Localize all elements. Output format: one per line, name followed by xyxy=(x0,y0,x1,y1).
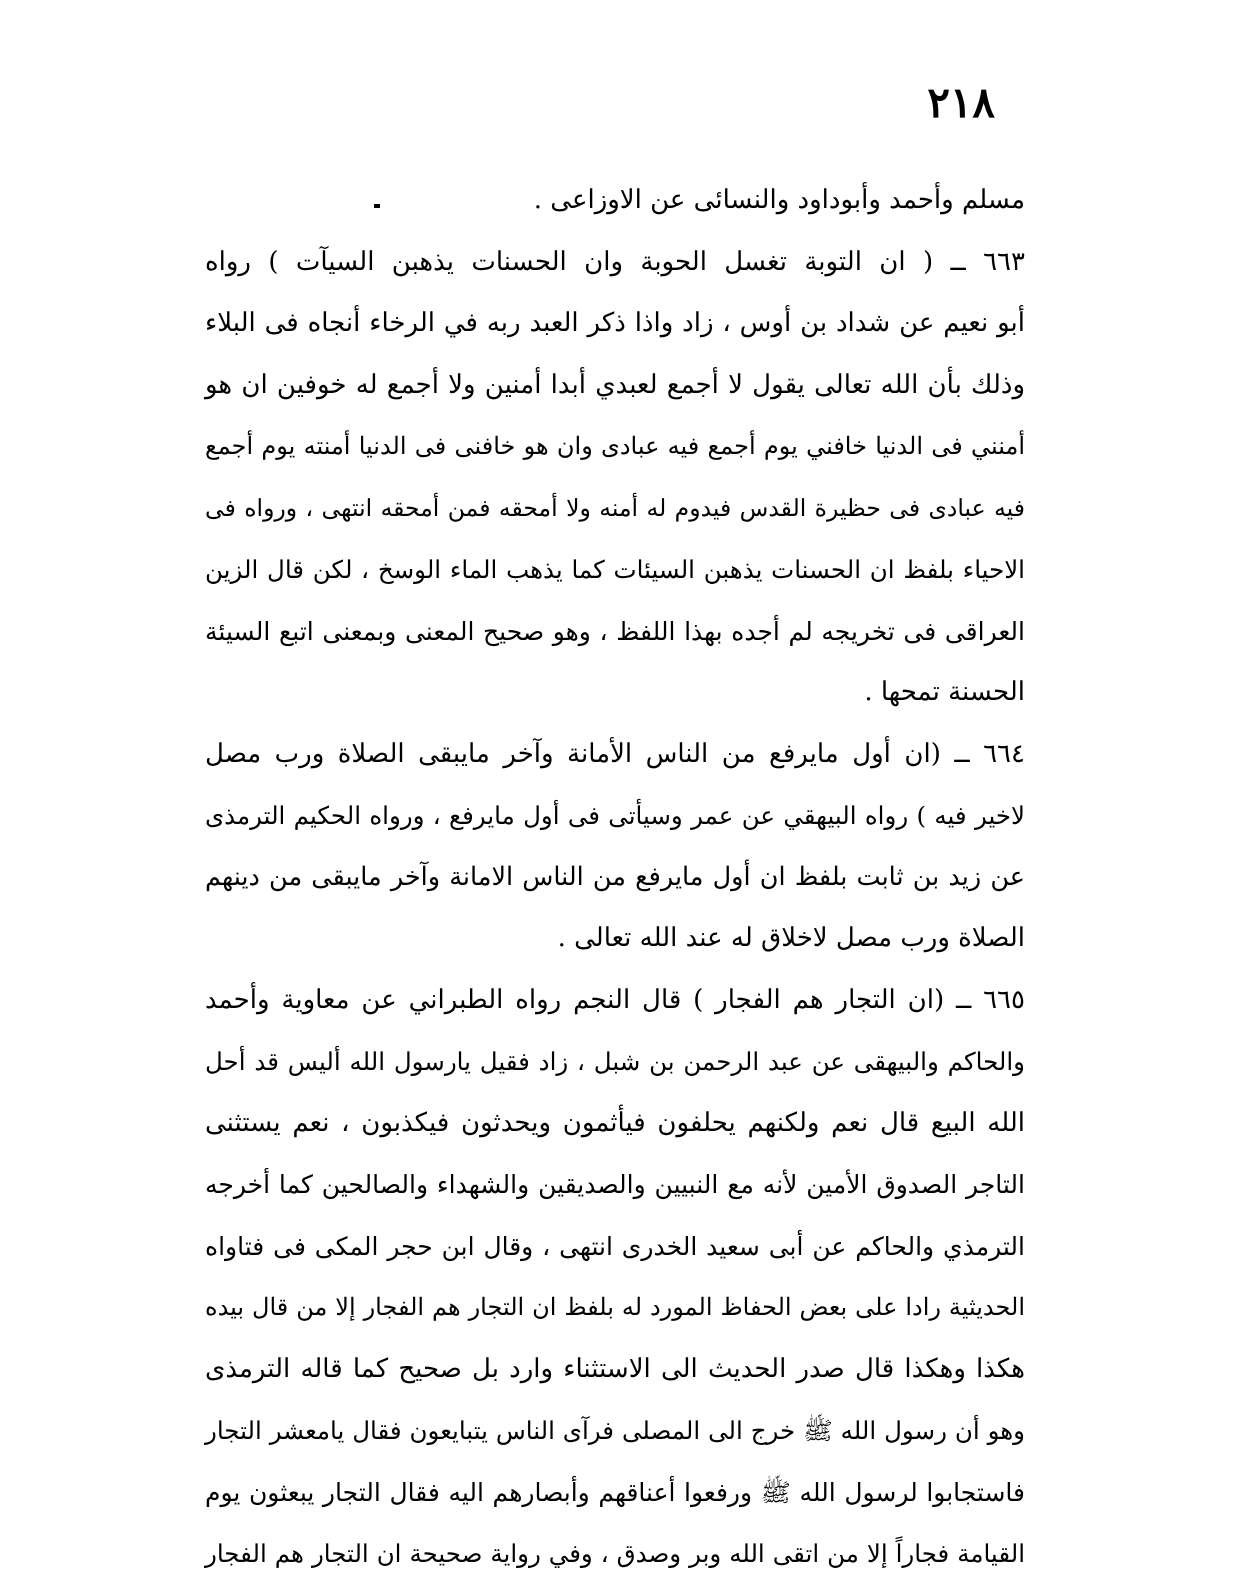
text-line: العراقى فى تخريجه لم أجده بهذا اللفظ ، وهو صحيح المعنى وبمعنى اتبع السيئة xyxy=(205,616,1025,646)
text-line: ٦٦٣ ــ ( ان التوبة تغسل الحوبة وان الحسنات يذهبن السيآت ) رواه xyxy=(205,246,1025,277)
text-line: أمنني فى الدنيا خافني يوم أجمع فيه عبادى وان هو خافنى فى الدنيا أمنته يوم أجمع xyxy=(205,432,1025,460)
text-line: الترمذي والحاكم عن أبى سعيد الخدرى انتهى ، وقال ابن حجر المكى فى فتاواه xyxy=(205,1231,1025,1261)
text-line: والحاكم والبيهقى عن عبد الرحمن بن شبل ، زاد فقيل يارسول الله أليس قد أحل xyxy=(205,1047,1025,1076)
text-line: القيامة فجاراً إلا من اتقى الله وبر وصدق ، وفي رواية صحيحة ان التجار هم الفجار xyxy=(205,1539,1025,1568)
text-line: الحديثية رادا على بعض الحفاظ المورد له بلفظ ان التجار هم الفجار إلا من قال بيده xyxy=(205,1293,1025,1321)
text-line: فيه عبادى فى حظيرة القدس فيدوم له أمنه ولا أمحقه فمن أمحقه انتهى ، ورواه فى xyxy=(205,493,1025,522)
text-line: وهو أن رسول الله ﷺ خرج الى المصلى فرآى الناس يتبايعون فقال يامعشر التجار xyxy=(205,1416,1025,1445)
text-line: فاستجابوا لرسول الله ﷺ ورفعوا أعناقهم وأبصارهم اليه فقال التجار يبعثون يوم xyxy=(205,1477,1025,1507)
text-line: الله البيع قال نعم ولكنهم يحلفون فيأثمون ويحدثون فيكذبون ، نعم يستثنى xyxy=(205,1107,1025,1138)
text-line: أبو نعيم عن شداد بن أوس ، زاد واذا ذكر العبد ربه في الرخاء أنجاه فى البلاء xyxy=(205,308,1025,338)
text-line: هكذا وهكذا قال صدر الحديث الى الاستثناء وارد بل صحيح كما قاله الترمذى xyxy=(205,1353,1025,1384)
text-line: ٦٦٥ ــ (ان التجار هم الفجار ) قال النجم رواه الطبراني عن معاوية وأحمد xyxy=(205,984,1025,1015)
text-line: الاحياء بلفظ ان الحسنات يذهبن السيئات كما يذهب الماء الوسخ ، لكن قال الزين xyxy=(205,555,1025,584)
text-line: مسلم وأحمد وأبوداود والنسائى عن الاوزاعى . xyxy=(533,185,1025,215)
body-text xyxy=(205,170,1025,1585)
text-line: لاخير فيه ) رواه البيهقي عن عمر وسيأتى فى أول مايرفع ، ورواه الحكيم الترمذى xyxy=(205,801,1025,830)
text-line: التاجر الصدوق الأمين لأنه مع النبيين والصديقين والشهداء والصالحين كما أخرجه xyxy=(205,1170,1025,1199)
text-line: ٦٦٤ ــ (ان أول مايرفع من الناس الأمانة وآخر مايبقى الصلاة ورب مصل xyxy=(205,738,1025,769)
text-line: وذلك بأن الله تعالى يقول لا أجمع لعبدي أبدا أمنين ولا أجمع له خوفين ان هو xyxy=(205,369,1025,400)
page-number: ٢١٨ xyxy=(927,78,995,127)
text-line: عن زيد بن ثابت بلفظ ان أول مايرفع من الناس الامانة وآخر مايبقى من دينهم xyxy=(205,861,1025,892)
text-line: الحسنة تمحها . xyxy=(864,677,1025,707)
text-line: الصلاة ورب مصل لاخلاق له عند الله تعالى . xyxy=(557,923,1025,953)
